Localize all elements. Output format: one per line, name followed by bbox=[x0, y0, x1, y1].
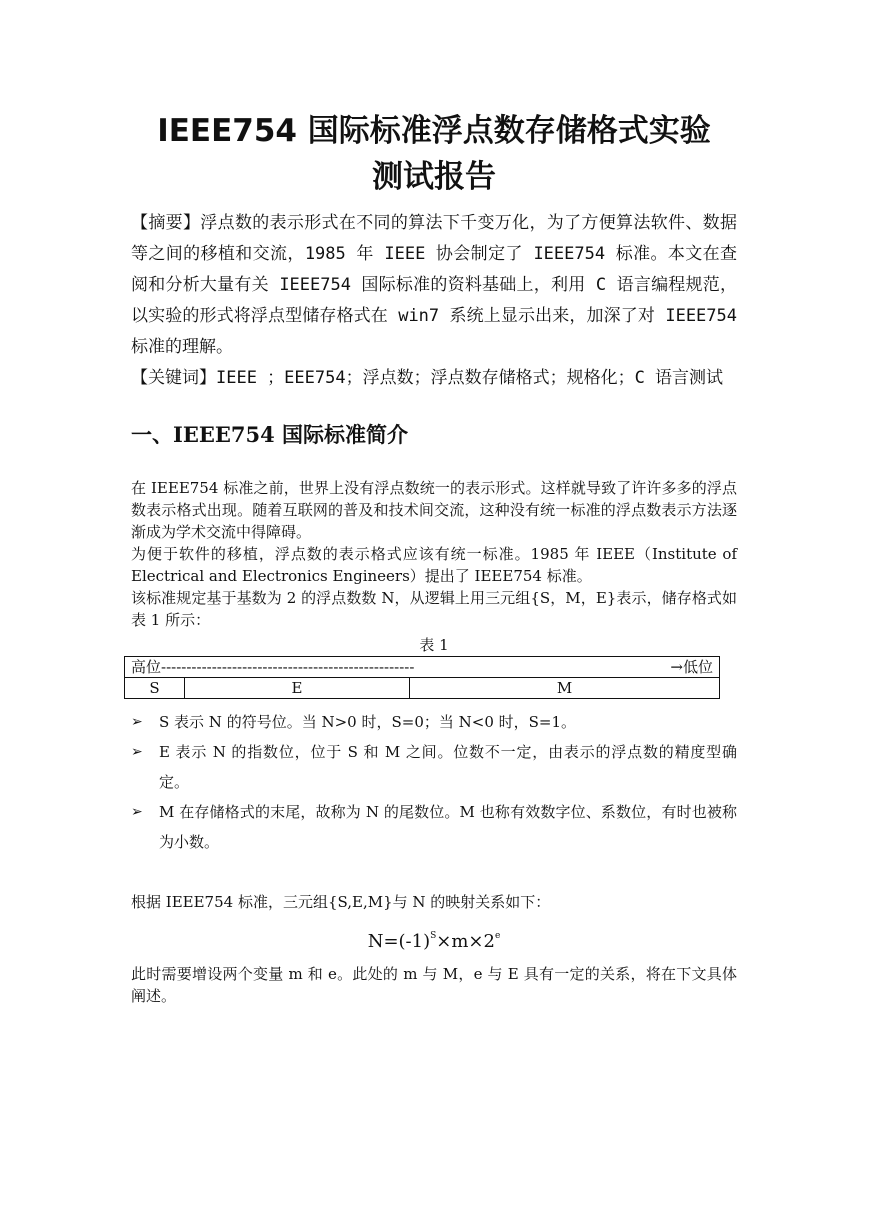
table-field-row bbox=[125, 678, 720, 699]
mapping-formula bbox=[131, 923, 737, 955]
paragraph-2: 为便于软件的移植，浮点数的表示格式应该有统一标准。1985 年 IEEE（Institute of Electrical and Electronics Engineers）提出了 IEEE754 标准。 bbox=[131, 545, 737, 585]
title-line-2: 测试报告 bbox=[372, 159, 496, 195]
document-page bbox=[131, 108, 737, 1007]
section-1-heading: 一、IEEE754 国际标准简介 bbox=[131, 422, 408, 447]
field-s-cell: S bbox=[125, 678, 185, 699]
keywords: 【关键词】IEEE ；EEE754；浮点数；浮点数存储格式；规格化；C 语言测试 bbox=[131, 368, 724, 388]
formula-exponent-s: S bbox=[430, 931, 437, 941]
field-description-list bbox=[131, 707, 737, 857]
formula-base: N=(-1) bbox=[367, 931, 431, 952]
arrow-bullet-icon: ➢ bbox=[131, 804, 143, 820]
formula-exponent-e: e bbox=[494, 931, 501, 941]
bit-order-cell bbox=[125, 657, 720, 678]
storage-format-table bbox=[124, 656, 720, 699]
field-e-cell: E bbox=[185, 678, 410, 699]
high-bit-label: 高位 bbox=[131, 658, 162, 676]
list-item-text: E 表示 N 的指数位，位于 S 和 M 之间。位数不一定，由表示的浮点数的精度型确定。 bbox=[159, 743, 737, 791]
arrow-bullet-icon: ➢ bbox=[131, 744, 143, 760]
paragraph-1: 在 IEEE754 标准之前，世界上没有浮点数统一的表示形式。这样就导致了许许多多的浮点数表示格式出现。随着互联网的普及和技术间交流，这种没有统一标准的浮点数表示方法逐渐成为学术交流中得障碍。 bbox=[131, 479, 737, 541]
paragraph-3: 该标准规定基于基数为 2 的浮点数数 N，从逻辑上用三元组{S，M，E}表示，储存格式如表 1 所示： bbox=[131, 589, 737, 629]
paragraph-4: 此时需要增设两个变量 m 和 e。此处的 m 与 M，e 与 E 具有一定的关系，将在下文具体阐述。 bbox=[131, 965, 737, 1005]
arrow-bullet-icon: ➢ bbox=[131, 714, 143, 730]
bit-order-dashes: -------------------------------------------------- bbox=[161, 658, 415, 676]
abstract: 【摘要】浮点数的表示形式在不同的算法下千变万化，为了方便算法软件、数据等之间的移植和交流，1985 年 IEEE 协会制定了 IEEE754 标准。本文在查阅和分析大量有关 IEEE754 国际标准的资料基础上，利用 C 语言编程规范，以实验的形式将浮点型储存格式在 win7 系统上显示出来，加深了对 IEEE754 标准的理解。 bbox=[131, 213, 737, 357]
list-item bbox=[131, 737, 737, 797]
document-title bbox=[131, 108, 737, 200]
mapping-paragraph: 根据 IEEE754 标准，三元组{S,E,M}与 N 的映射关系如下： bbox=[131, 893, 551, 911]
field-m-cell: M bbox=[410, 678, 720, 699]
table-header-row bbox=[125, 657, 720, 678]
low-bit-label: →低位 bbox=[670, 658, 713, 676]
list-item-text: M 在存储格式的末尾，故称为 N 的尾数位。M 也称有效数字位、系数位，有时也被称为小数。 bbox=[159, 803, 737, 851]
list-item bbox=[131, 707, 737, 737]
list-item bbox=[131, 797, 737, 857]
list-item-text: S 表示 N 的符号位。当 N>0 时，S=0；当 N<0 时，S=1。 bbox=[159, 713, 577, 731]
table-caption: 表 1 bbox=[419, 636, 449, 654]
title-line-1: IEEE754 国际标准浮点数存储格式实验 bbox=[157, 113, 711, 149]
formula-middle: ×m×2 bbox=[436, 931, 495, 952]
